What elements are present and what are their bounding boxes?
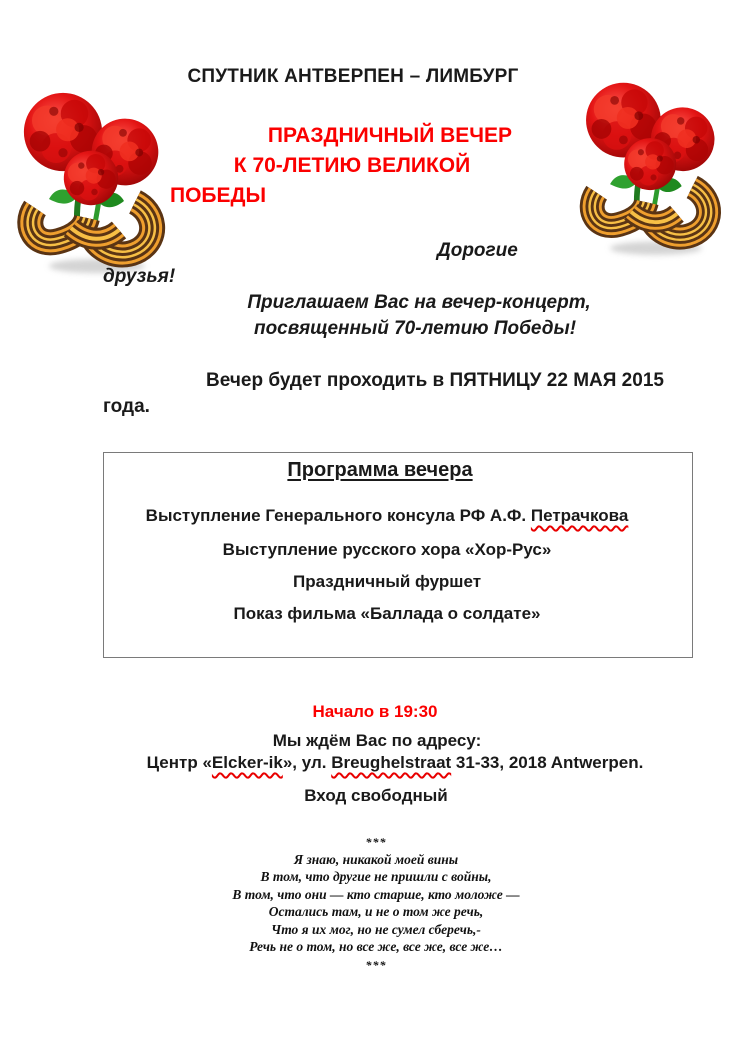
greeting-word2: друзья! (103, 266, 176, 287)
poem-line: Остались там, и не о том же речь, (268, 904, 484, 920)
program-item: Показ фильма «Баллада о солдате» (233, 604, 541, 623)
program-item: Выступление русского хора «Хор-Рус» (222, 540, 552, 559)
program-item-text: Выступление Генерального консула РФ А.Ф. (145, 506, 531, 525)
address-intro: Мы ждём Вас по адресу: (272, 731, 482, 750)
entrance-note: Вход свободный (304, 786, 448, 805)
poem (40, 851, 712, 955)
poem-line: Речь не о том, но все же, все же, все же… (249, 939, 503, 955)
schedule-line1: Вечер будет проходить в ПЯТНИЦУ 22 МАЯ 2015 (206, 370, 664, 391)
program-box (103, 452, 693, 658)
poem-line: В том, что другие не пришли с войны, (260, 869, 492, 885)
greeting-word1: Дорогие (437, 240, 518, 261)
event-heading-line2: К 70-ЛЕТИЮ ВЕЛИКОЙ (233, 154, 471, 177)
address-part: », ул. (282, 753, 332, 772)
poem-line: Что я их мог, но не сумел сберечь,- (271, 921, 481, 937)
address-line (45, 753, 743, 773)
program-title: Программа вечера (287, 459, 473, 481)
address-part: 31-33, 2018 Antwerpen. (451, 753, 644, 772)
event-heading-line1: ПРАЗДНИЧНЫЙ ВЕЧЕР (267, 124, 513, 147)
carnations-ribbon-image (5, 80, 185, 280)
program-item-flagged-word: Петрачкова (530, 506, 629, 525)
event-heading-line3: ПОБЕДЫ (170, 184, 267, 207)
program-item: Праздничный фуршет (292, 572, 482, 591)
poem-divider: *** (365, 958, 387, 972)
poem-line: Я знаю, никакой моей вины (293, 852, 459, 867)
schedule-line2: года. (103, 396, 150, 417)
address-flagged-word: Elcker-ik (211, 753, 283, 772)
address-part: Центр « (146, 753, 212, 772)
organization-title: СПУТНИК АНТВЕРПЕН – ЛИМБУРГ (187, 66, 519, 87)
poem-line: В том, что они — кто старше, кто моложе — (232, 886, 520, 902)
poem-divider: *** (365, 835, 387, 849)
program-item (104, 506, 670, 526)
invitation-line2: посвященный 70-летию Победы! (253, 318, 577, 339)
invitation-line1: Приглашаем Вас на вечер-концерт, (247, 292, 591, 313)
address-flagged-word: Breughelstraat (331, 753, 452, 772)
start-time: Начало в 19:30 (312, 702, 438, 721)
